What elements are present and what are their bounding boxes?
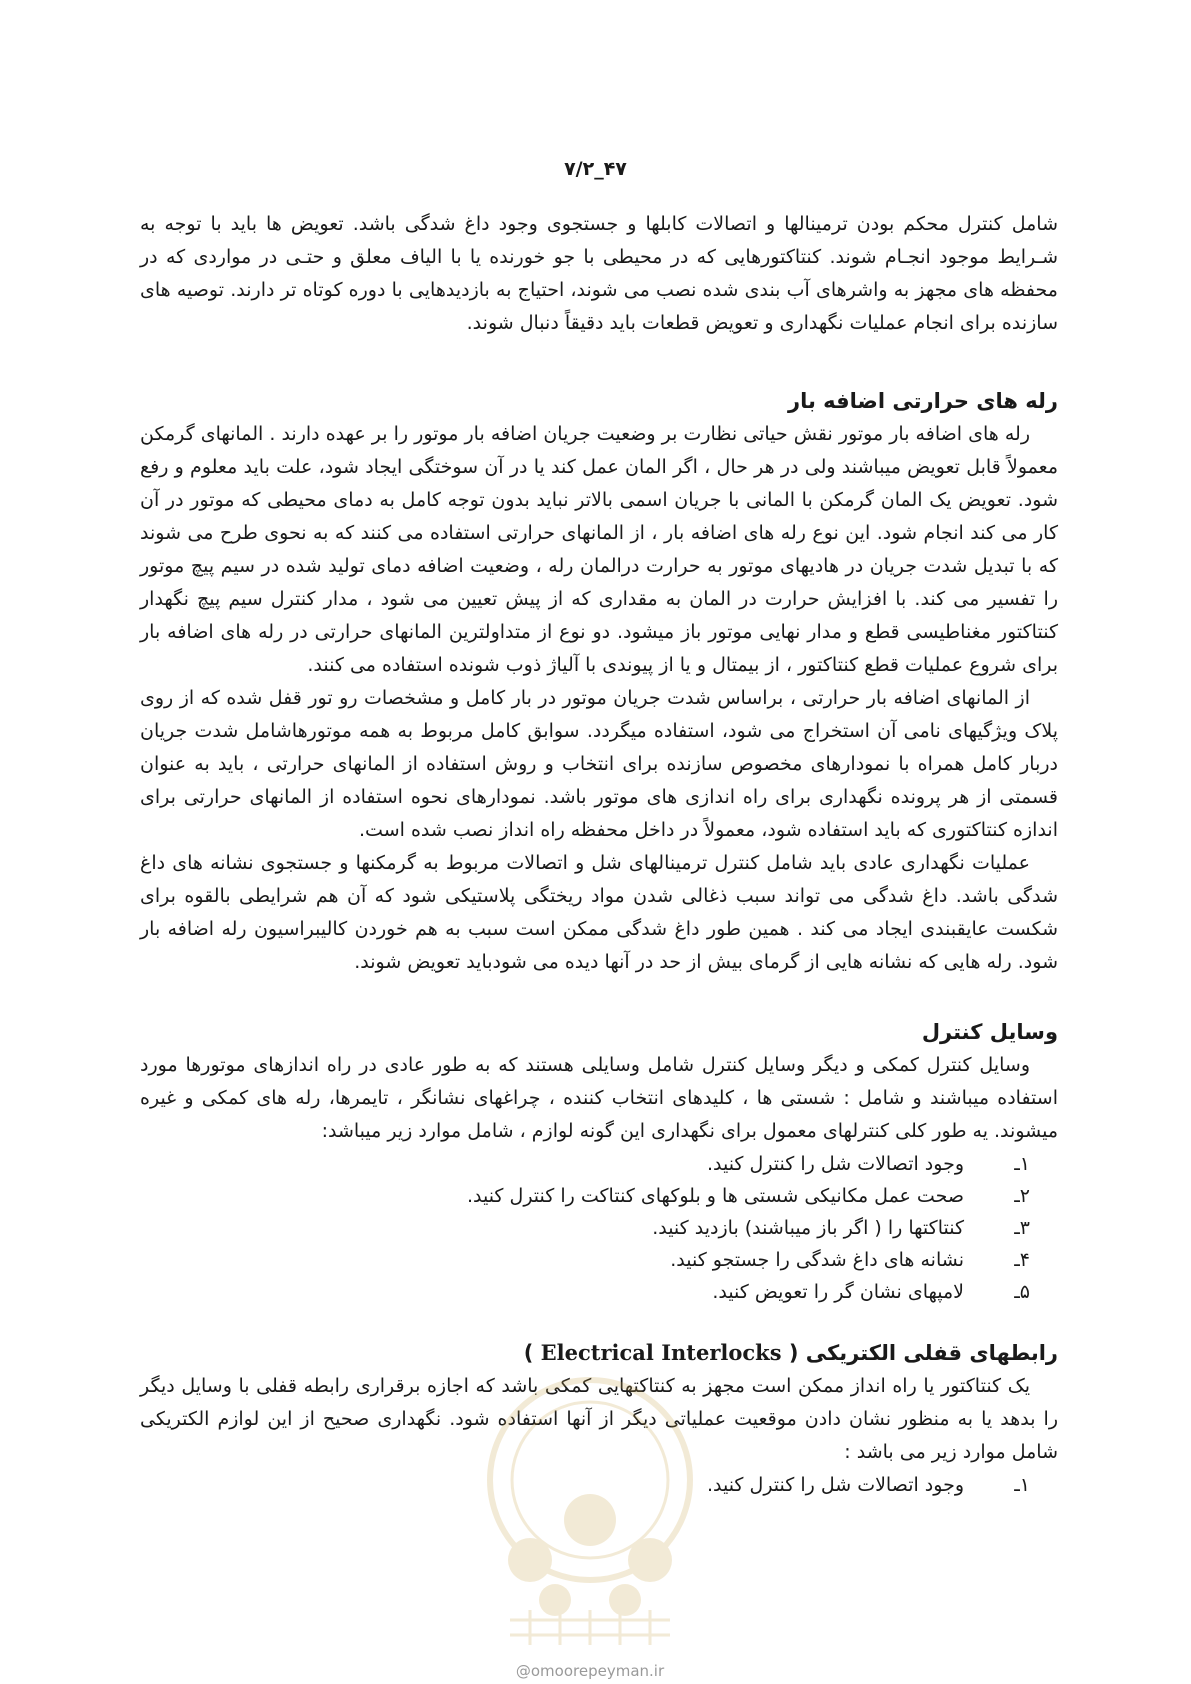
section-heading-control-devices: وسایل کنترل: [921, 1020, 1058, 1044]
overload-paragraph-3: عملیات نگهداری عادی باید شامل کنترل ترمینالهای شل و اتصالات مربوط به گرمکنها و جستجوی نشانه های داغ شدگی باشد. داغ شدگی می تواند سبب ذغالی شدن مواد ریختگی پلاستیکی شود که آن هم شرایطی بالقوه برای شکست عایقبندی ایجاد می کند . همین طور داغ شدگی ممکن است سبب به هم خوردن کالیبراسیون رله اضافه بار شود. رله هایی که نشانه هایی از گرمای بیش از حد در آنها دیده می شودباید تعویض شوند.: [140, 852, 1058, 973]
intro-paragraph: شامل کنترل محکم بودن ترمینالها و اتصالات کابلها و جستجوی وجود داغ شدگی باشد. تعویض ها باید با توجه به شـرایط موجود انجـام شوند. کنتاکتورهایی که در محیطی با جو خورنده یا با الیاف معلق و حتـی در مواردی که در محفظه های مجهز به واشرهای آب بندی شده نصب می شوند، احتیاج به بازدیدهایی با دوره کوتاه تر دارند. توصیه های سازنده برای انجام عملیات نگهداری و تعویض قطعات باید دقیقاً دنبال شوند.: [140, 213, 1058, 334]
list-item-number: ۱ـ: [1014, 1474, 1030, 1496]
list-item: [140, 1148, 1058, 1180]
list-item-text: وجود اتصالات شل را کنترل کنید.: [706, 1153, 964, 1175]
list-item-number: ۱ـ: [1014, 1153, 1030, 1175]
list-item-number: ۴ـ: [1014, 1249, 1030, 1271]
overload-paragraph-1: رله های اضافه بار موتور نقش حیاتی نظارت بر وضعیت جریان اضافه بار موتور را بر عهده دارند . المانهای گرمکن معمولاً قابل تعویض میباشند ولی در هر حال ، اگر المان عمل کند یا در آن سوختگی ایجاد شود، علت باید معلوم و رفع شود. تعویض یک المان گرمکن با المانی با جریان اسمی بالاتر نباید بدون توجه کامل به دمای محیطی که موتور در آن کار می کند انجام شود. این نوع رله های اضافه بار ، از المانهای حرارتی استفاده می کنند که به نحوی طرح می شوند که با تبدیل شدت جریان در هادیهای موتور به حرارت درالمان رله ، وضعیت اضافه دمای تولید شده در سیم پیچ موتور را تفسیر می کند. با افزایش حرارت در المان به مقداری که از پیش تعیین می شود ، مدار کنترل سیم پیچ نگهدار کنتاکتور مغناطیسی قطع و مدار نهایی موتور باز میشود. دو نوع از متداولترین المانهای حرارتی در رله های اضافه بار برای شروع عملیات قطع کنتاکتور ، از بیمتال و یا از پیوندی با آلیاژ ذوب شونده استفاده می کنند.: [140, 423, 1058, 676]
heading-persian-text: رابطهای قفلی الکتریکی (: [788, 1341, 1058, 1365]
list-item-text: نشانه های داغ شدگی را جستجو کنید.: [670, 1249, 964, 1271]
list-item-text: لامپهای نشان گر را تعویض کنید.: [712, 1281, 964, 1303]
control-paragraph: وسایل کنترل کمکی و دیگر وسایل کنترل شامل وسایلی هستند که به طور عادی در راه اندازهای موتورها مورد استفاده میباشند و شامل : شستی ها ، کلیدهای انتخاب کننده ، چراغهای نشانگر ، تایمرها، رله های کمکی و غیره میشوند. یه طور کلی کنترلهای معمول برای نگهداری این گونه لوازم ، شامل موارد زیر میباشد:: [140, 1054, 1058, 1142]
page-content: [140, 208, 1058, 1501]
list-item: [140, 1244, 1058, 1276]
spacer: [140, 340, 1058, 384]
list-item: [140, 1180, 1058, 1212]
list-item: [140, 1276, 1058, 1308]
list-item-text: صحت عمل مکانیکی شستی ها و بلوکهای کنتاکت را کنترل کنید.: [466, 1185, 964, 1207]
list-item-number: ۵ـ: [1014, 1281, 1030, 1303]
heading-english-text: Electrical Interlocks: [540, 1340, 782, 1365]
list-item-number: ۳ـ: [1014, 1217, 1030, 1239]
list-item-text: وجود اتصالات شل را کنترل کنید.: [706, 1474, 964, 1496]
spacer: [140, 1308, 1058, 1336]
control-checklist: [140, 1148, 1058, 1308]
section-heading-electrical-interlocks: [140, 1336, 1058, 1370]
heading-close-paren: ): [523, 1341, 534, 1365]
interlocks-paragraph: یک کنتاکتور یا راه انداز ممکن است مجهز به کنتاکتهایی کمکی باشد که اجازه برقراری رابطه قفلی با وسایل دیگر را بدهد یا به منظور نشان دادن موقعیت عملیاتی دیگر از آنها استفاده شود. نگهداری صحیح از این لوازم الکتریکی شامل موارد زیر می باشد :: [140, 1375, 1058, 1463]
spacer: [140, 979, 1058, 1015]
section-heading-overload-relays: رله های حرارتی اضافه بار: [788, 389, 1058, 413]
seal-watermark-icon: [470, 1370, 710, 1650]
list-item: [140, 1212, 1058, 1244]
list-item-number: ۲ـ: [1014, 1185, 1030, 1207]
page-number: ۷/۲_۴۷: [564, 158, 627, 180]
overload-paragraph-2: از المانهای اضافه بار حرارتی ، براساس شدت جریان موتور در بار کامل و مشخصات رو تور قفل شده که از روی پلاک ویژگیهای نامی آن استخراج می شود، استفاده میگردد. سوابق کامل مربوط به همه موتورهاشامل شدت جریان دربار کامل همراه با نمودارهای مخصوص سازنده برای انتخاب و روش استفاده از المانهای حرارتی ، باید به عنوان قسمتی از هر پرونده نگهداری برای راه اندازی های موتور باشد. نمودارهای نحوه استفاده از المانهای حرارتی برای اندازه کنتاکتوری که باید استفاده شود، معمولاً در داخل محفظه راه انداز نصب شده است.: [140, 687, 1058, 841]
list-item-text: کنتاکتها را ( اگر باز میباشند) بازدید کنید.: [652, 1217, 964, 1239]
footer-url: @omoorepeyman.ir: [515, 1662, 665, 1680]
